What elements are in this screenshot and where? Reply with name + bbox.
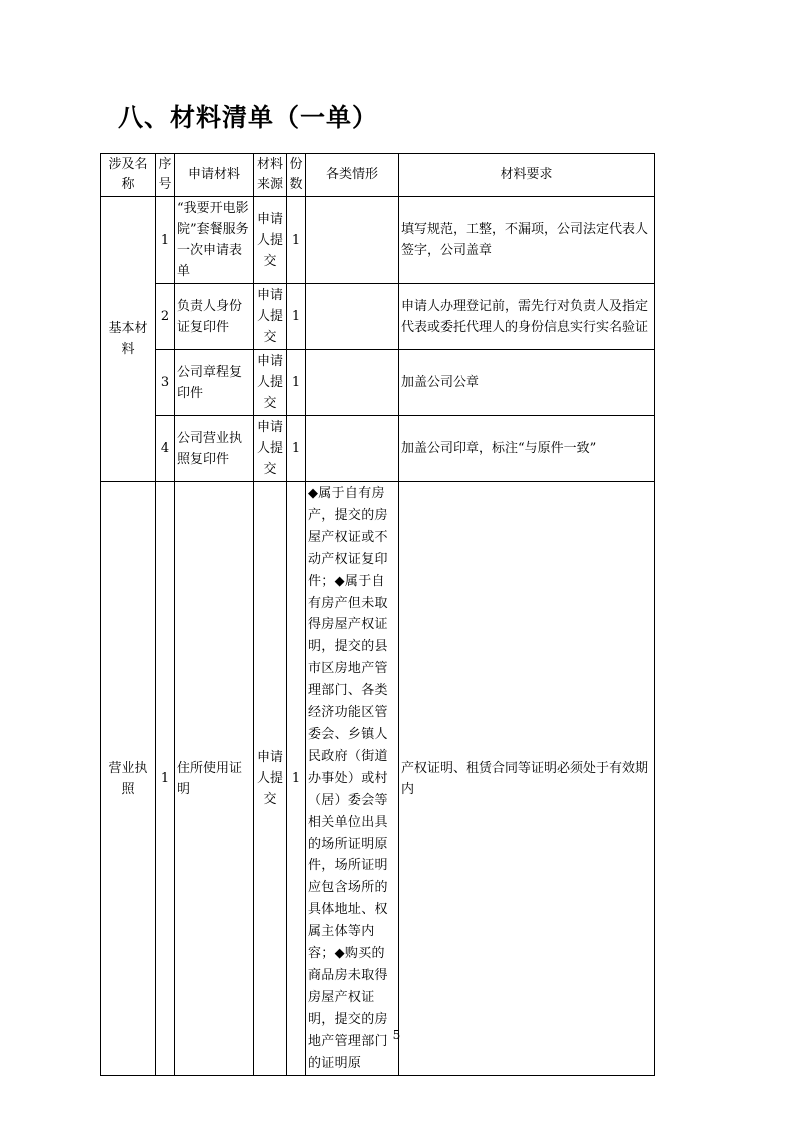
page-title: 八、材料清单（一单） — [118, 103, 379, 132]
row-seq: 1 — [156, 482, 175, 1076]
row-material: “我要开电影院”套餐服务一次申请表单 — [175, 197, 254, 284]
row-requirement: 申请人办理登记前，需先行对负责人及指定代表或委托代理人的身份信息实行实名验证 — [399, 284, 655, 350]
table-row — [101, 197, 655, 284]
row-requirement: 加盖公司公章 — [399, 350, 655, 416]
row-material: 负责人身份证复印件 — [175, 284, 254, 350]
row-copies: 1 — [287, 284, 306, 350]
header-copies: 份数 — [287, 154, 306, 197]
row-source: 申请人提交 — [254, 284, 287, 350]
materials-table — [100, 153, 655, 1076]
table-row — [101, 416, 655, 482]
row-situation — [306, 197, 399, 284]
row-seq: 4 — [156, 416, 175, 482]
header-situation: 各类情形 — [306, 154, 399, 197]
row-material: 公司营业执照复印件 — [175, 416, 254, 482]
row-source: 申请人提交 — [254, 482, 287, 1076]
page-number: 5 — [392, 1028, 401, 1042]
row-seq: 2 — [156, 284, 175, 350]
header-material: 申请材料 — [175, 154, 254, 197]
header-source: 材料来源 — [254, 154, 287, 197]
row-copies: 1 — [287, 197, 306, 284]
row-seq: 1 — [156, 197, 175, 284]
table-row — [101, 350, 655, 416]
row-copies: 1 — [287, 350, 306, 416]
group-name: 营业执照 — [101, 482, 156, 1076]
row-situation — [306, 416, 399, 482]
row-material: 公司章程复印件 — [175, 350, 254, 416]
row-situation — [306, 284, 399, 350]
row-situation — [306, 350, 399, 416]
row-copies: 1 — [287, 482, 306, 1076]
row-copies: 1 — [287, 416, 306, 482]
table-header-row — [101, 154, 655, 197]
header-scope: 涉及名称 — [101, 154, 156, 197]
row-seq: 3 — [156, 350, 175, 416]
table-row — [101, 284, 655, 350]
row-material: 住所使用证明 — [175, 482, 254, 1076]
header-seq: 序号 — [156, 154, 175, 197]
row-requirement: 填写规范，工整，不漏项，公司法定代表人签字，公司盖章 — [399, 197, 655, 284]
group-name: 基本材料 — [101, 197, 156, 482]
row-source: 申请人提交 — [254, 197, 287, 284]
row-requirement: 加盖公司印章，标注“与原件一致” — [399, 416, 655, 482]
table-row — [101, 482, 655, 1076]
row-source: 申请人提交 — [254, 350, 287, 416]
header-requirement: 材料要求 — [399, 154, 655, 197]
row-situation: ◆属于自有房产，提交的房屋产权证或不动产权证复印件；◆属于自有房产但未取得房屋产权证明，提交的县市区房地产管理部门、各类经济功能区管委会、乡镇人民政府（街道办事处）或村（居）委会等相关单位出具的场所证明原件，场所证明应包含场所的具体地址、权属主体等内容；◆购买的商品房未取得房屋产权证明，提交的房地产管理部门的证明原 — [306, 482, 399, 1076]
row-requirement: 产权证明、租赁合同等证明必须处于有效期内 — [399, 482, 655, 1076]
row-source: 申请人提交 — [254, 416, 287, 482]
